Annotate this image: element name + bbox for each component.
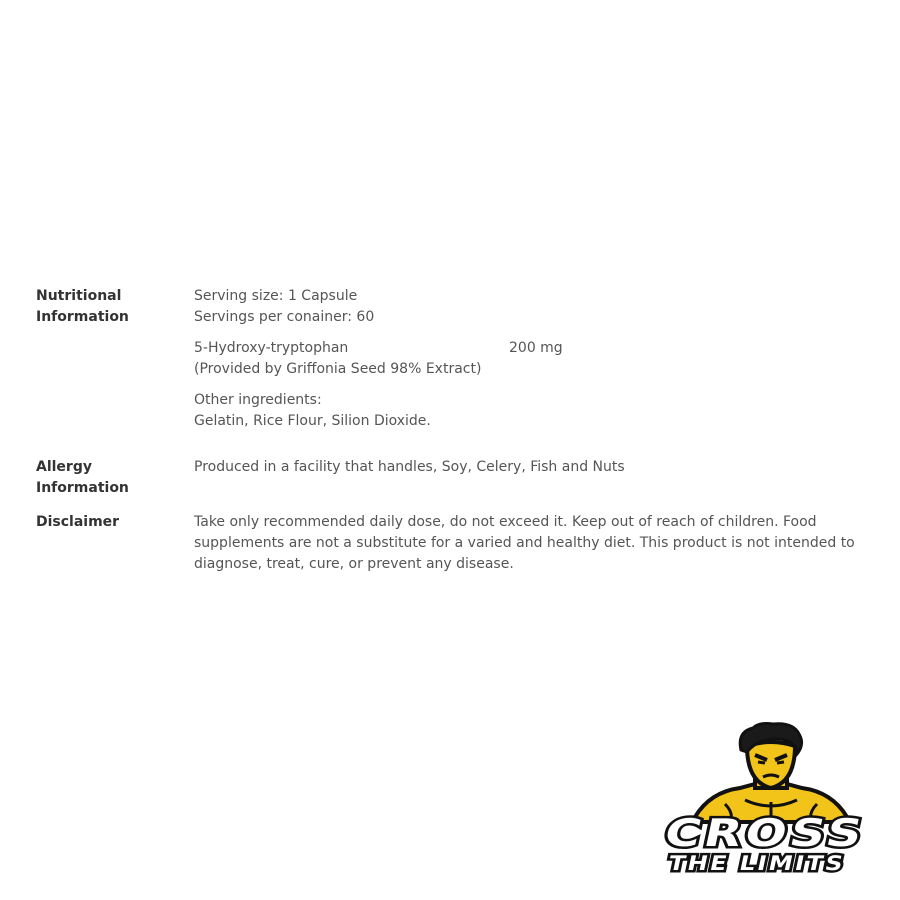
disclaimer-text: Take only recommended daily dose, do not exceed it. Keep out of reach of children. Food supplements are not a substitute for a varied and healthy diet. This product is not intended to diagnose, treat, cure, or prevent any disease.: [194, 514, 855, 572]
logo-line2: THE LIMITS: [666, 851, 819, 875]
nutrition-content: [194, 286, 896, 432]
servings-per-container: Servings per conainer: 60: [194, 309, 375, 325]
allergy-label: [36, 457, 194, 499]
nutrition-label: [36, 286, 194, 328]
nutrition-label-line1: Nutritional: [36, 288, 122, 304]
disclaimer-label: Disclaimer: [36, 514, 120, 530]
other-ingredients-heading: Other ingredients:: [194, 392, 322, 408]
ingredient-name: 5-Hydroxy-tryptophan: [194, 340, 349, 356]
ingredient-amount: 200 mg: [509, 340, 563, 356]
nutrition-row: [36, 286, 896, 432]
product-info-table: [36, 286, 896, 575]
other-ingredients: [194, 390, 896, 432]
serving-info: [194, 286, 896, 328]
allergy-label-line1: Allergy: [36, 459, 92, 475]
disclaimer-content: [194, 512, 896, 575]
other-ingredients-list: Gelatin, Rice Flour, Silion Dioxide.: [194, 413, 431, 429]
allergy-label-line2: Information: [36, 480, 129, 496]
cross-the-limits-logo: [655, 722, 887, 878]
active-ingredient: [194, 338, 896, 380]
logo-line1: CROSS: [660, 811, 828, 856]
allergy-content: [194, 457, 896, 478]
ingredient-source: (Provided by Griffonia Seed 98% Extract): [194, 361, 482, 377]
serving-size: Serving size: 1 Capsule: [194, 288, 358, 304]
logo-wordmark: [656, 811, 870, 875]
nutrition-label-line2: Information: [36, 309, 129, 325]
allergy-row: [36, 457, 896, 499]
disclaimer-row: [36, 512, 896, 575]
allergy-text: Produced in a facility that handles, Soy, Celery, Fish and Nuts: [194, 459, 625, 475]
